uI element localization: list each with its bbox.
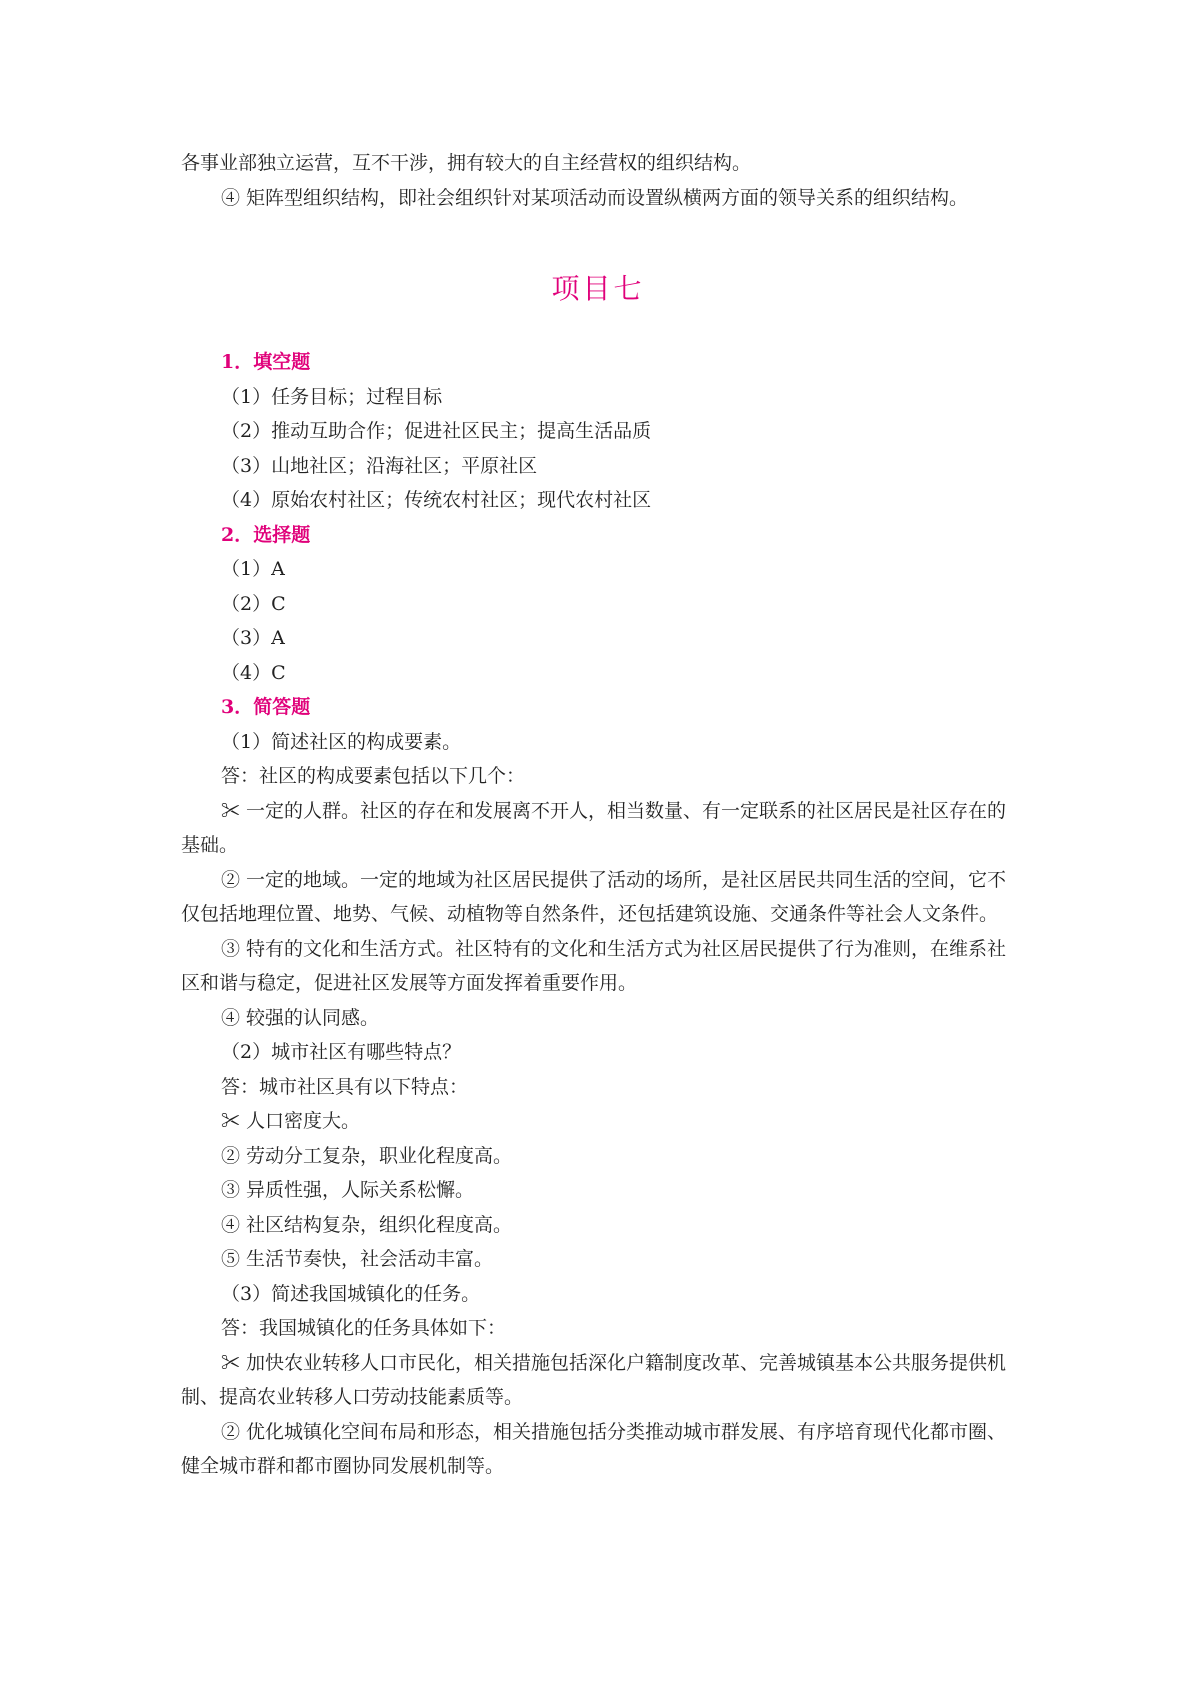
- fill-item: （3）山地社区；沿海社区；平原社区: [221, 454, 538, 477]
- answer-point: ② 劳动分工复杂，职业化程度高。: [221, 1144, 513, 1167]
- answer-point: ② 一定的地域。一定的地域为社区居民提供了活动的场所，是社区居民共同生活的空间，它不仅包括地理位置、地势、气候、动植物等自然条件，还包括建筑设施、交通条件等社会人文条件。: [181, 868, 1007, 925]
- fill-item: （4）原始农村社区；传统农村社区；现代农村社区: [221, 489, 652, 511]
- answer-1: 答：社区的构成要素包括以下几个：: [221, 765, 526, 787]
- fill-heading: 1．填空题: [221, 351, 311, 373]
- answer-point: ✂ 加快农业转移人口市民化，相关措施包括深化户籍制度改革、完善城镇基本公共服务提供机制、提高农业转移人口劳动技能素质等。: [181, 1351, 1007, 1408]
- answer-2: 答：城市社区具有以下特点：: [221, 1075, 469, 1098]
- answer-3: 答：我国城镇化的任务具体如下：: [221, 1317, 507, 1339]
- answer-point: ③ 异质性强，人际关系松懈。: [221, 1179, 475, 1201]
- answer-point: ④ 较强的认同感。: [221, 1006, 380, 1029]
- answer-point: ✂ 一定的人群。社区的存在和发展离不开人，相当数量、有一定联系的社区居民是社区存在的基础。: [181, 799, 1007, 856]
- answer-point: ② 优化城镇化空间布局和形态，相关措施包括分类推动城市群发展、有序培育现代化都市圈、健全城市群和都市圈协同发展机制等。: [181, 1420, 1007, 1477]
- answer-point: ④ 社区结构复杂，组织化程度高。: [221, 1213, 513, 1236]
- choice-heading: 2．选择题: [221, 523, 311, 546]
- intro-line: 各事业部独立运营，互不干涉，拥有较大的自主经营权的组织结构。: [181, 152, 752, 174]
- choice-item: （4）C: [221, 661, 286, 684]
- answer-point: ③ 特有的文化和生活方式。社区特有的文化和生活方式为社区居民提供了行为准则，在维系社区和谐与稳定，促进社区发展等方面发挥着重要作用。: [181, 937, 1007, 994]
- intro-item-4: ④ 矩阵型组织结构，即社会组织针对某项活动而设置纵横两方面的领导关系的组织结构。: [221, 186, 969, 209]
- answer-point: ⑤ 生活节奏快，社会活动丰富。: [221, 1248, 494, 1270]
- question-2: （2）城市社区有哪些特点？: [221, 1041, 462, 1063]
- answer-point: ✂ 人口密度大。: [221, 1110, 361, 1132]
- fill-item: （2）推动互助合作；促进社区民主；提高生活品质: [221, 420, 652, 442]
- question-1: （1）简述社区的构成要素。: [221, 730, 462, 753]
- choice-item: （1）A: [221, 558, 285, 580]
- choice-item: （3）A: [221, 627, 285, 649]
- fill-item: （1）任务目标；过程目标: [221, 385, 443, 408]
- section-title: 项目七: [551, 272, 645, 305]
- short-heading: 3．简答题: [221, 696, 311, 718]
- choice-item: （2）C: [221, 592, 286, 615]
- question-3: （3）简述我国城镇化的任务。: [221, 1282, 481, 1305]
